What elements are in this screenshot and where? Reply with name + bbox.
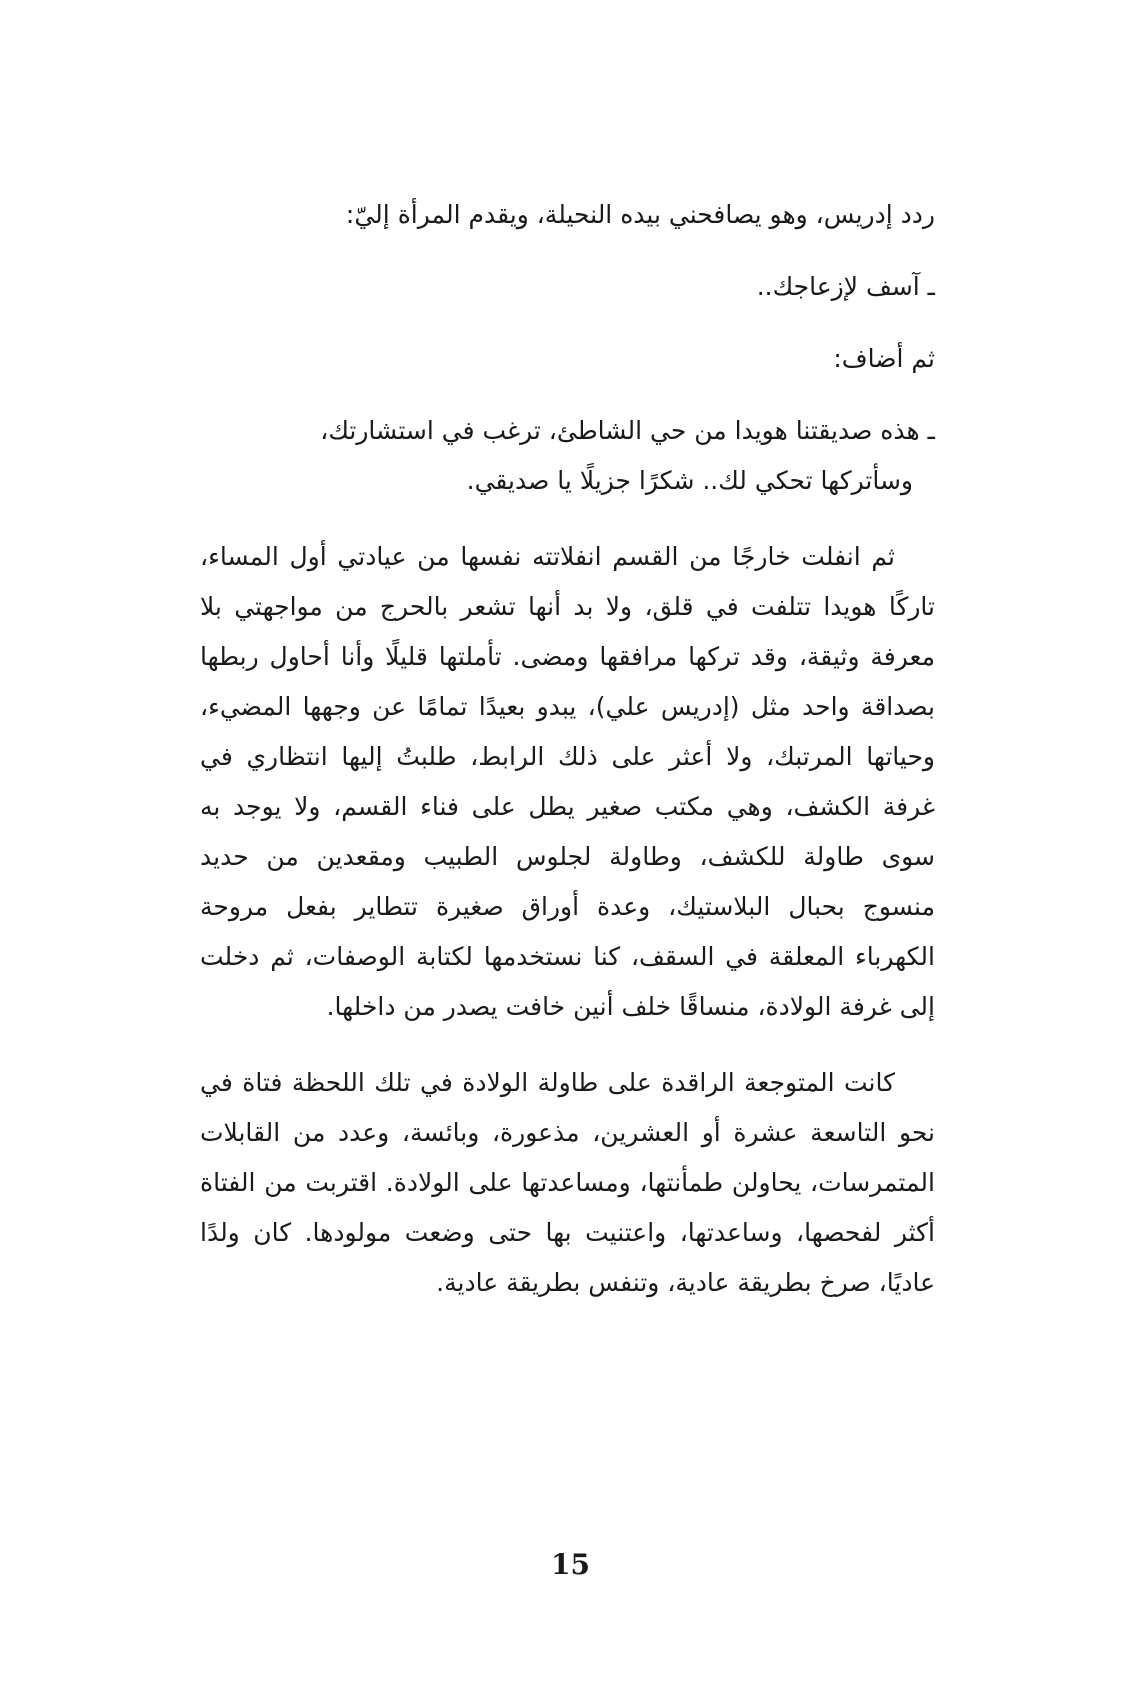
dialog-line-introduction-1: ـ هذه صديقتنا هويدا من حي الشاطئ، ترغب في استشارتك، [320, 416, 935, 445]
spacer [200, 384, 935, 406]
dialog-line-apology: ـ آسف لإزعاجك.. [756, 272, 935, 301]
spacer [200, 506, 935, 532]
dialog-line-introduction-2: وسأتركها تحكي لك.. شكرًا جزيلًا يا صديقي. [466, 466, 913, 495]
intro-line: ردد إدريس، وهو يصافحني بيده النحيلة، ويقدم المرأة إليّ: [345, 200, 935, 229]
page-number: 15 [551, 1548, 590, 1581]
spacer [200, 1032, 935, 1058]
spacer [200, 240, 935, 262]
paragraph-delivery: كانت المتوجعة الراقدة على طاولة الولادة في تلك اللحظة فتاة في نحو التاسعة عشرة أو العشرين، مذعورة، وبائسة، وعدد من القابلات المتمرسات، يحاولن طمأنتها، ومساعدتها على الولادة. اقتربت من الفتاة أكثر لفحصها، وساعدتها، واعتنيت بها حتى وضعت مولودها. كان ولدًا عاديًا، صرخ بطريقة عادية، وتنفس بطريقة عادية. [200, 1068, 935, 1297]
spacer [200, 312, 935, 334]
page-body [200, 190, 935, 1308]
paragraph-exam-room: ثم انفلت خارجًا من القسم انفلاتته نفسها من عيادتي أول المساء، تاركًا هويدا تتلفت في قلق، ولا بد أنها تشعر بالحرج من مواجهتي بلا معرفة وثيقة، وقد تركها مرافقها ومضى. تأملتها قليلًا وأنا أحاول ربطها بصداقة واحد مثل (إدريس علي)، يبدو بعيدًا تمامًا عن وجهها المضيء، وحياتها المرتبك، ولا أعثر على ذلك الرابط، طلبتُ إليها انتظاري في غرفة الكشف، وهي مكتب صغير يطل على فناء القسم، ولا يوجد به سوى طاولة للكشف، وطاولة لجلوس الطبيب ومقعدين من حديد منسوج بحبال البلاستيك، وعدة أوراق صغيرة تتطاير بفعل مروحة الكهرباء المعلقة في السقف، كنا نستخدمها لكتابة الوصفات، ثم دخلت إلى غرفة الولادة، منساقًا خلف أنين خافت يصدر من داخلها. [200, 542, 935, 1021]
narration-added: ثم أضاف: [833, 344, 935, 373]
